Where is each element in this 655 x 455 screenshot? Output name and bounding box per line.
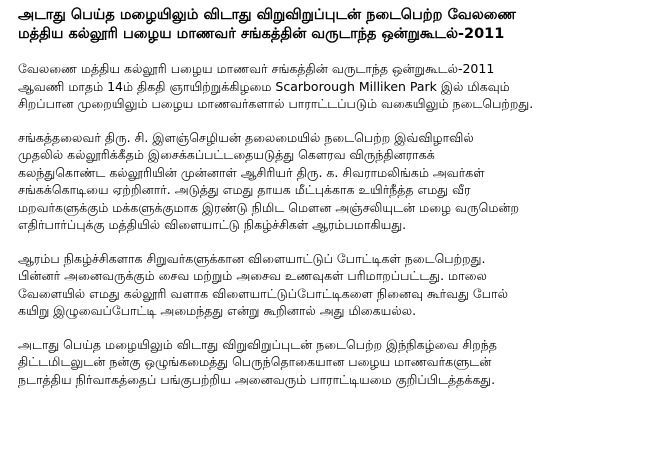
paragraph-ceremony — [18, 129, 643, 234]
paragraph-line: சங்கத்தலைவர் திரு. சி. இளஞ்செழியன் தலைமையில் நடைபெற்ற இவ்விழாவில் — [18, 129, 474, 145]
paragraph-line: நடாத்திய நிர்வாகத்தைப் பங்குபற்றிய அனைவரும் பாராட்டியமை குறிப்பிடத்தக்கது. — [18, 371, 496, 387]
paragraph-line: கயிறு இழுவைப்போட்டி அமைந்தது என்று கூறினால் அது மிகையல்ல. — [18, 303, 417, 318]
paragraph-closing — [18, 336, 643, 389]
title-line: அடாது பெய்த மழையிலும் விடாது விறுவிறுப்புடன் நடைபெற்ற வேலணை — [18, 7, 516, 23]
paragraph-line: திட்டமிடலுடன் நன்கு ஒழுங்கமைத்து பெருந்தொகையான பழைய மாணவர்களுடன் — [18, 354, 492, 369]
paragraph-line: கலந்துகொண்ட கல்லூரியின் முன்னாள் ஆசிரியர் திரு. க. சிவராமலிங்கம் அவர்கள் — [18, 164, 485, 180]
paragraph-line: பின்னர் அனைவருக்கும் சைவ மற்றும் அசைவ உணவுகள் பரிமாறப்பட்டது. மாலை — [18, 268, 487, 283]
paragraph-line: அடாது பெய்த மழையிலும் விடாது விறுவிறுப்புடன் நடைபெற்ற இந்நிகழ்வை சிறந்த — [18, 336, 497, 352]
paragraph-line: ஆவணி மாதம் 14ம் திகதி ஞாயிற்றுக்கிழமை Scarborough Milliken Park இல் மிகவும் — [18, 78, 510, 94]
paragraph-line: ஆரம்ப நிகழ்ச்சிகளாக சிறுவர்களுக்கான விளையாட்டுப் போட்டிகள் நடைபெற்றது. — [18, 250, 486, 266]
paragraph-intro — [18, 60, 643, 113]
title-line: மத்திய கல்லூரி பழைய மாணவர் சங்கத்தின் வருடாந்த ஒன்றுகூடல்-2011 — [18, 26, 505, 42]
paragraph-line: வேலணை மத்திய கல்லூரி பழைய மாணவர் சங்கத்தின் வருடாந்த ஒன்றுகூடல்-2011 — [18, 61, 495, 76]
paragraph-line: வேளையில் எமது கல்லூரி வளாக விளையாட்டுப்போட்டிகளை நினைவு கூர்வது போல் — [18, 285, 508, 301]
paragraph-line: சங்கக்கொடியை ஏற்றினார். அடுத்து எமது தாயக மீட்புக்காக உயிர்நீத்த எமது வீர — [18, 182, 471, 197]
paragraph-line: எதிர்பார்ப்புக்கு மத்தியில் விளையாட்டு நிகழ்ச்சிகள் ஆரம்பமாகியது. — [18, 217, 407, 232]
article-title — [18, 6, 643, 44]
paragraph-line: முதலில் கல்லூரிக்கீதம் இசைக்கப்பட்டதையடுத்து கௌரவ விருந்தினராகக் — [18, 147, 435, 162]
article — [18, 6, 643, 404]
paragraph-line: மறவர்களுக்கும் மக்களுக்குமாக இரண்டு நிமிட மௌன அஞ்சலியுடன் மழை வருமென்ற — [18, 199, 520, 215]
paragraph-events — [18, 250, 643, 320]
paragraph-line: சிறப்பான முறையிலும் பழைய மாணவர்களால் பாராட்டப்படும் வகையிலும் நடைபெற்றது. — [18, 96, 534, 111]
